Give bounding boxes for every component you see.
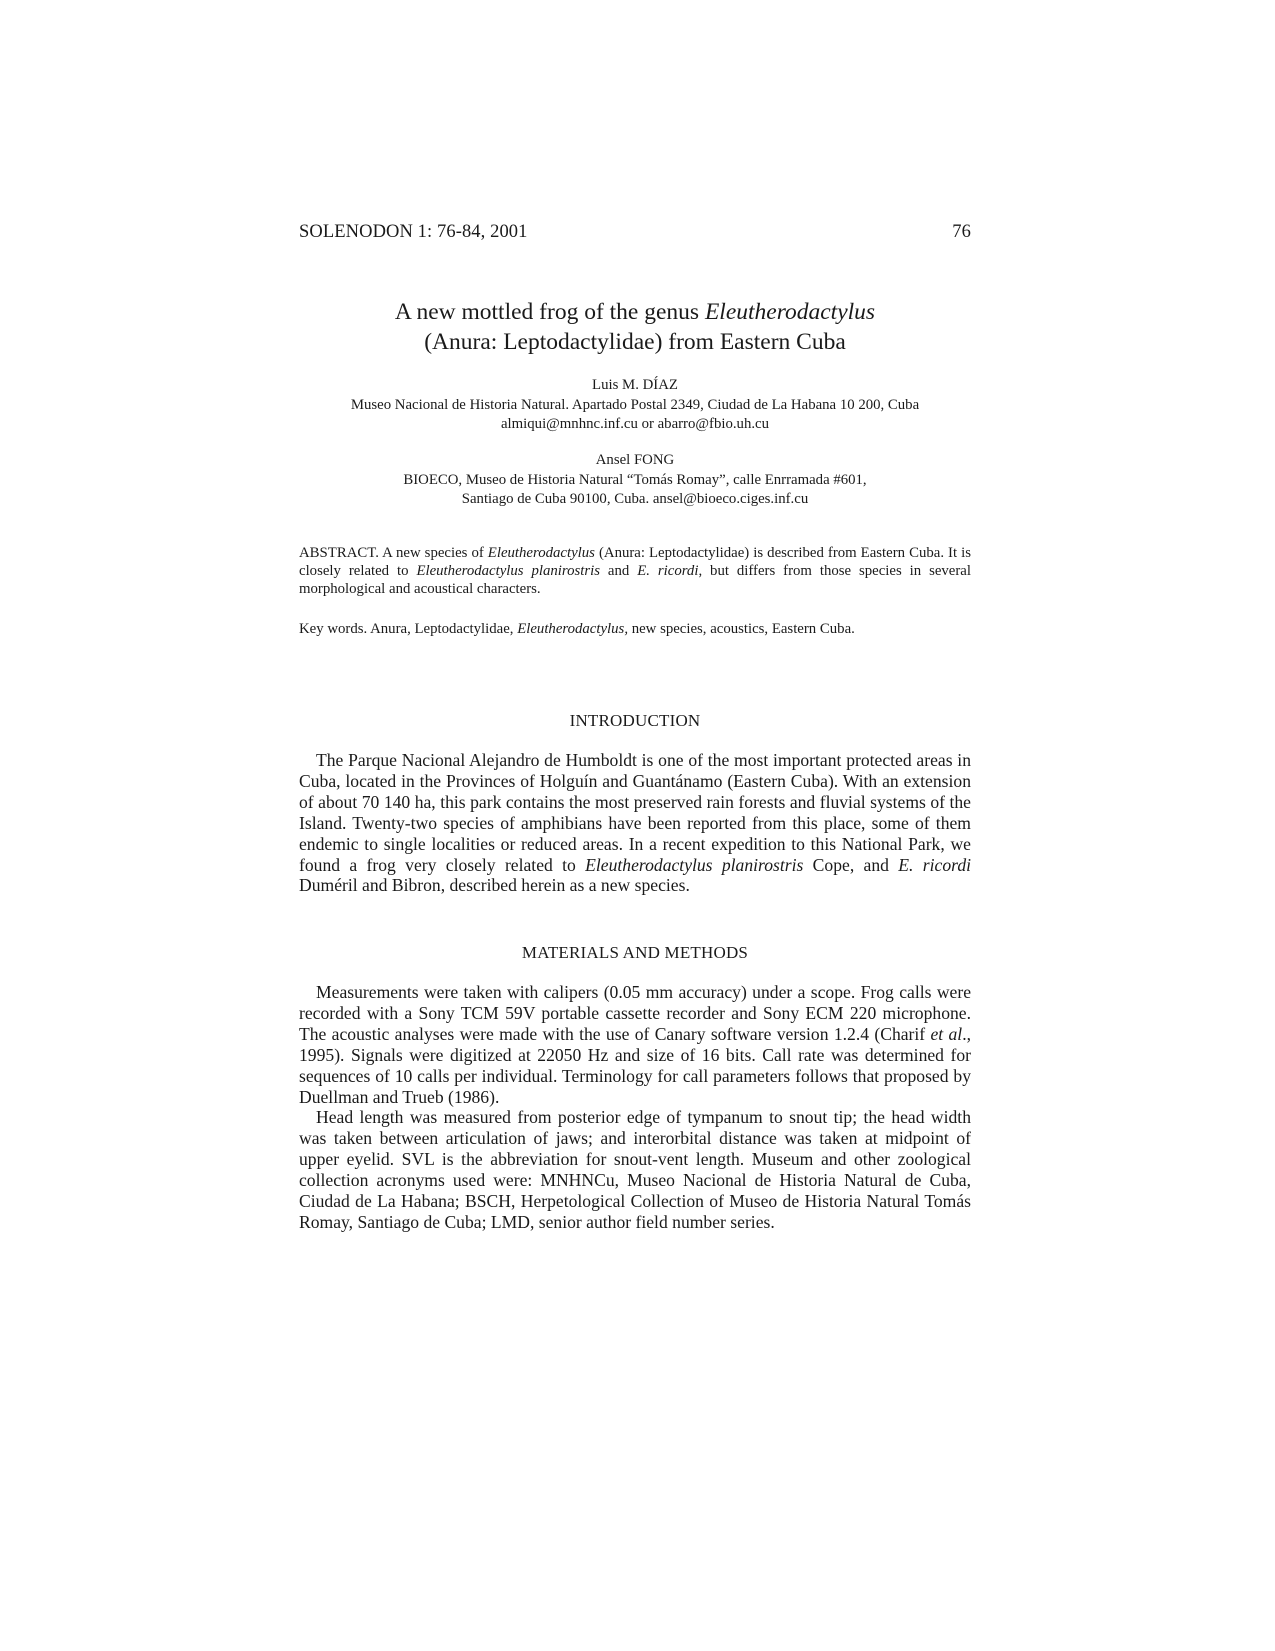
abstract: ABSTRACT. A new species of Eleutherodactylus (Anura: Leptodactylidae) is described from Eastern Cuba. It is closely related to Eleutherodactylus planirostris and E. ricordi, but differs from those species in several morphological and acoustical characters. [299, 545, 971, 597]
introduction-body [299, 750, 971, 896]
page-number: 76 [952, 222, 971, 242]
journal-citation: SOLENODON 1: 76-84, 2001 [299, 222, 528, 242]
paragraph: Measurements were taken with calipers (0.05 mm accuracy) under a scope. Frog calls were recorded with a Sony TCM 59V portable cassette recorder and Sony ECM 220 microphone. The acoustic analyses were made with the use of Canary software version 1.2.4 (Charif et al., 1995). Signals were digitized at 22050 Hz and size of 16 bits. Call rate was determined for sequences of 10 calls per individual. Terminology for call parameters follows that proposed by Duellman and Trueb (1986). [299, 982, 971, 1107]
author-contact: almiqui@mnhnc.inf.cu or abarro@fbio.uh.cu [500, 416, 770, 432]
running-header [299, 222, 971, 243]
title-genus: Eleutherodactylus [704, 299, 876, 325]
section-heading-methods: MATERIALS AND METHODS [521, 943, 749, 962]
author-affiliation: Museo Nacional de Historia Natural. Apartado Postal 2349, Ciudad de La Habana 10 200, Cuba [350, 396, 920, 413]
methods-body [299, 982, 971, 1233]
paragraph: Head length was measured from posterior edge of tympanum to snout tip; the head width was taken between articulation of jaws; and interorbital distance was taken at midpoint of upper eyelid. SVL is the abbreviation for snout-vent length. Museum and other zoological collection acronyms used were: MNHNCu, Museo Nacional de Historia Natural de Cuba, Ciudad de La Habana; BSCH, Herpetological Collection of Museo de Historia Natural Tomás Romay, Santiago de Cuba; LMD, senior author field number series. [299, 1107, 971, 1232]
paragraph: The Parque Nacional Alejandro de Humboldt is one of the most important protected areas in Cuba, located in the Provinces of Holguín and Guantánamo (Eastern Cuba). With an extension of about 70 140 ha, this park contains the most preserved rain forests and fluvial systems of the Island. Twenty-two species of amphibians have been reported from this place, some of them endemic to single localities or reduced areas. In a recent expedition to this National Park, we found a frog very closely related to Eleutherodactylus planirostris Cope, and E. ricordi Duméril and Bibron, described herein as a new species. [299, 750, 971, 896]
author-name: Luis M. DÍAZ [592, 377, 678, 393]
title-line-2: (Anura: Leptodactylidae) from Eastern Cuba [424, 329, 846, 355]
section-heading-introduction: INTRODUCTION [569, 711, 701, 730]
title-line-1: A new mottled frog of the genus Eleutherodactylus [394, 299, 876, 325]
author-contact: Santiago de Cuba 90100, Cuba. ansel@bioeco.ciges.inf.cu [461, 491, 809, 507]
author-block-2 [299, 451, 971, 510]
paper-title [299, 297, 971, 357]
author-affiliation: BIOECO, Museo de Historia Natural “Tomás Romay”, calle Enrramada #601, [403, 471, 867, 488]
keywords: Key words. Anura, Leptodactylidae, Eleutherodactylus, new species, acoustics, Eastern Cuba. [299, 621, 855, 637]
author-block-1 [299, 376, 971, 435]
author-name: Ansel FONG [595, 452, 675, 468]
